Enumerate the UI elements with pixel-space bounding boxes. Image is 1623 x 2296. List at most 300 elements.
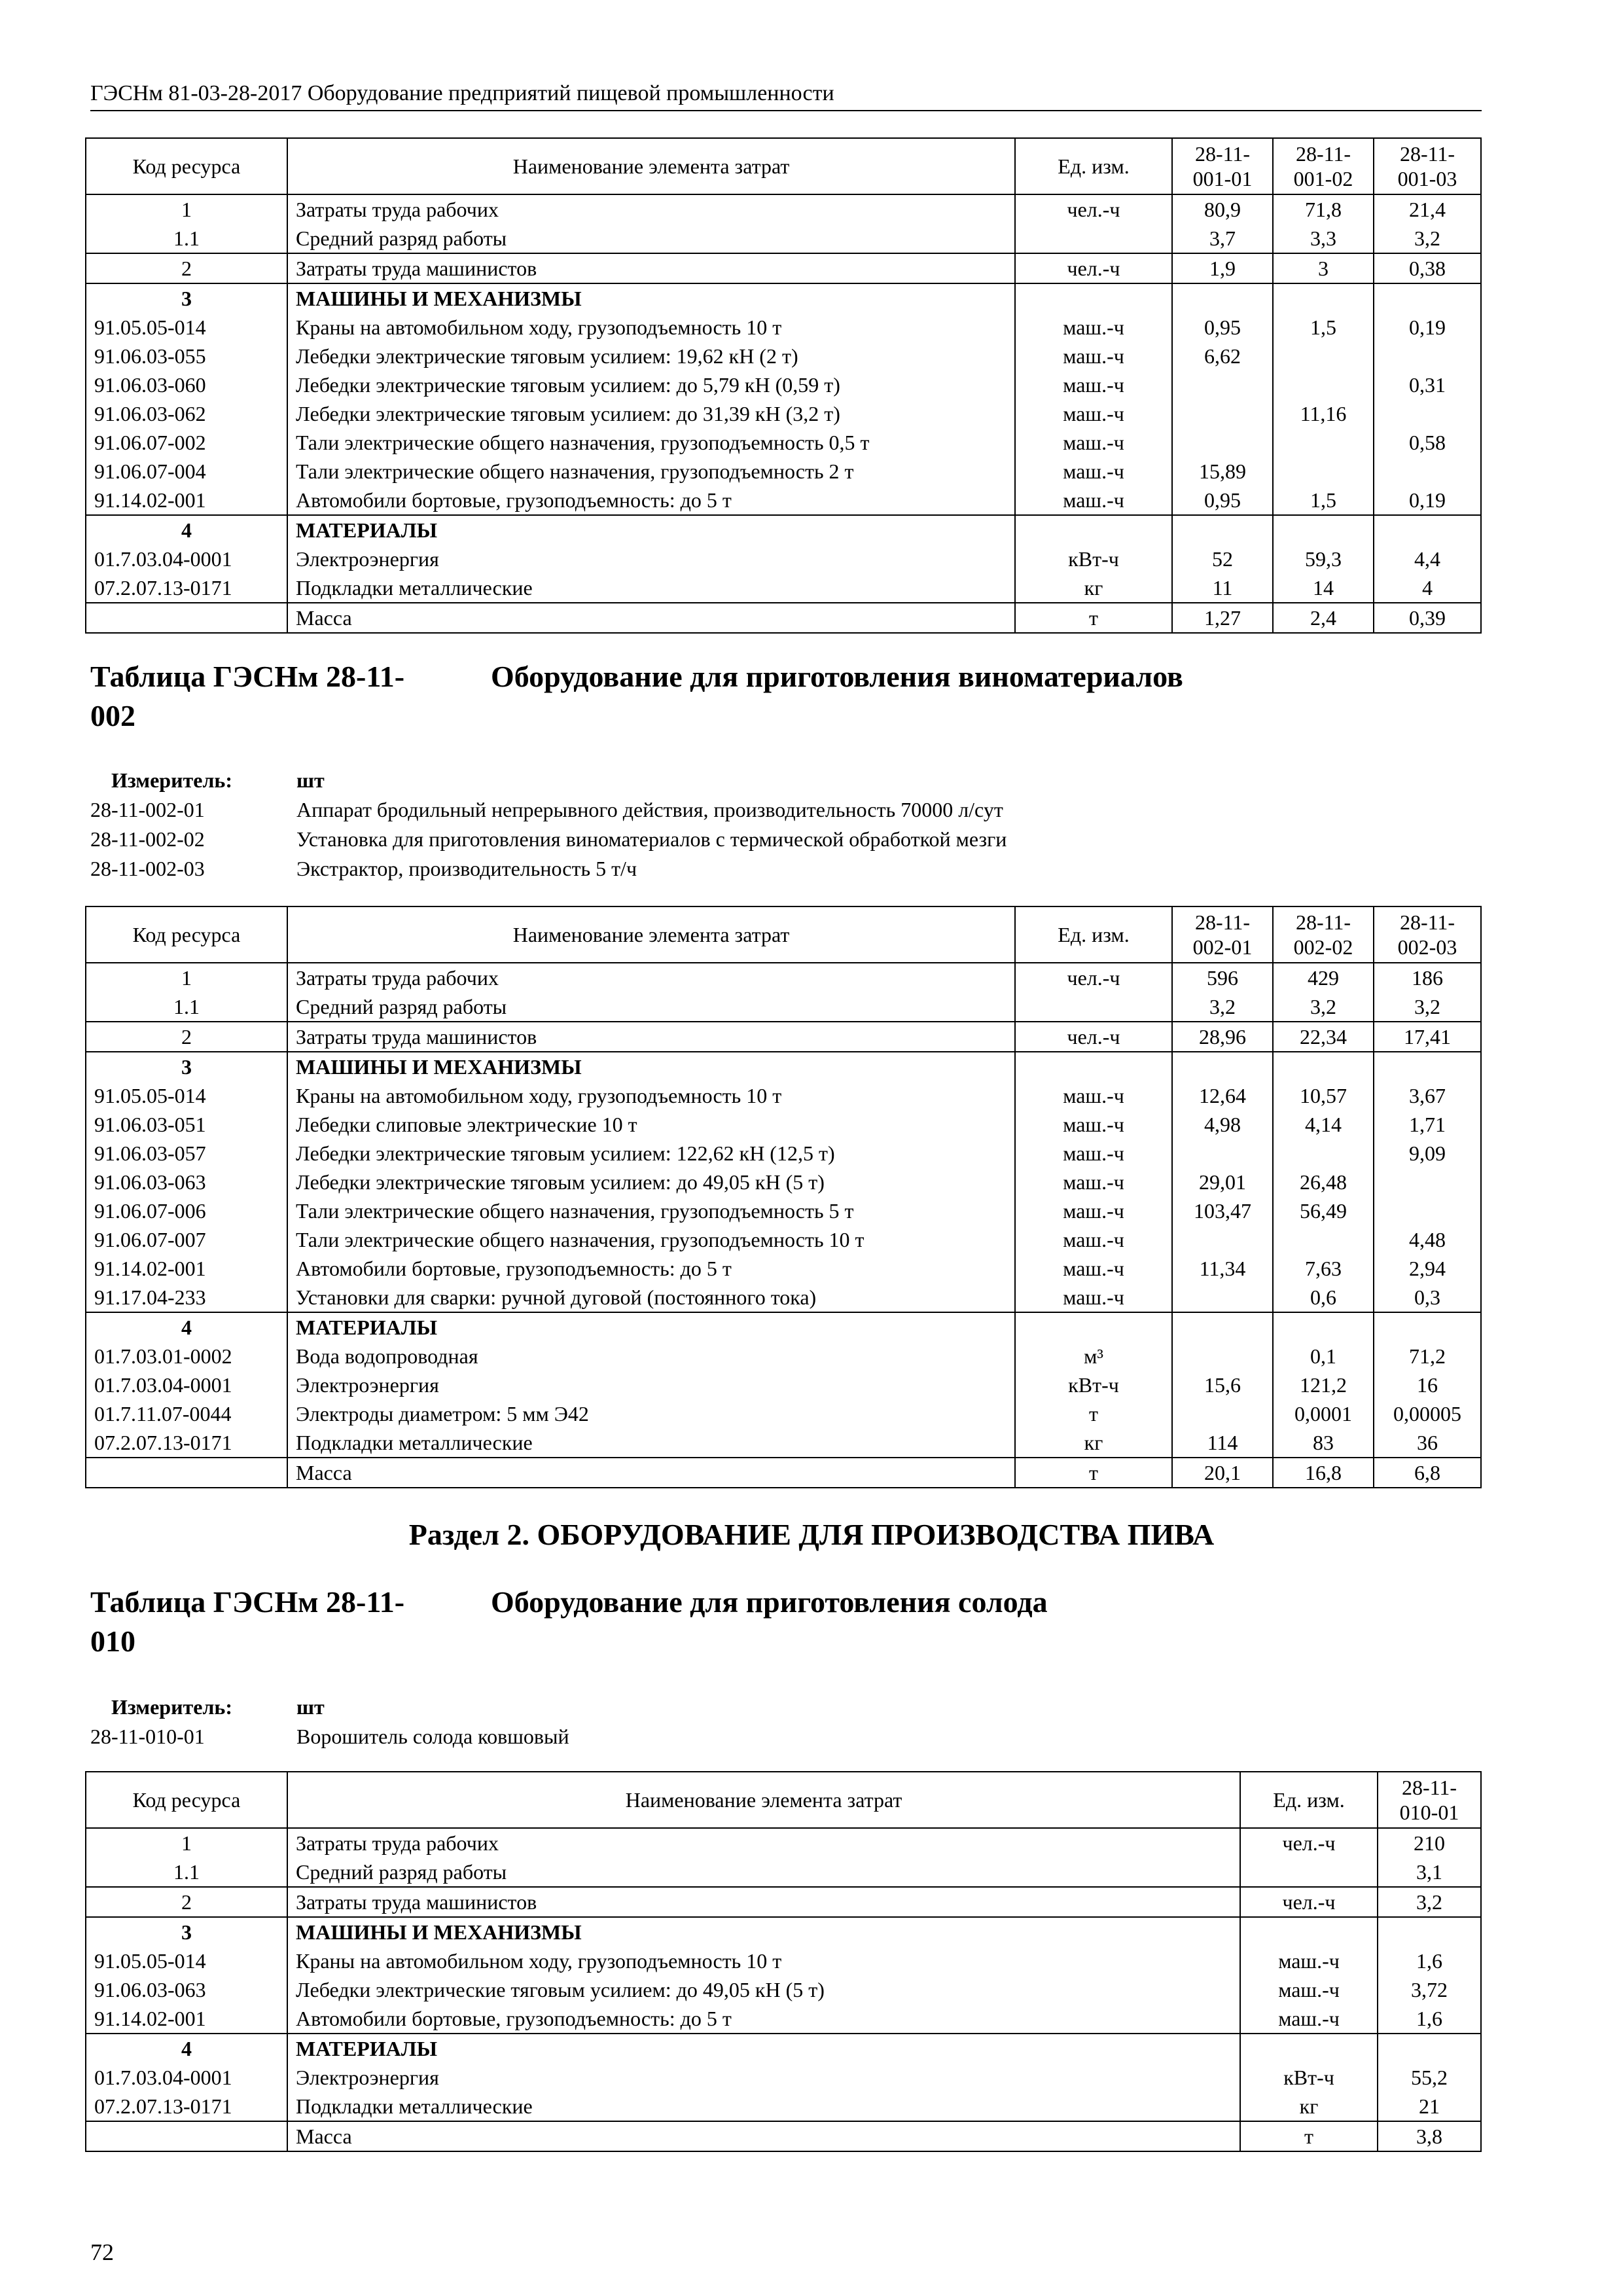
- value-cell: 1,9: [1172, 253, 1273, 283]
- cost-element-name: Средний разряд работы: [287, 224, 1015, 253]
- value-cell: 3: [1273, 253, 1374, 283]
- unit-cell: кг: [1240, 2092, 1378, 2121]
- value-cell: 186: [1374, 963, 1481, 992]
- page-header: ГЭСНм 81-03-28-2017 Оборудование предприятий пищевой промышленности: [90, 77, 1482, 111]
- table-row: [86, 2092, 1481, 2121]
- cost-element-name: Электроды диаметром: 5 мм Э42: [287, 1399, 1015, 1428]
- value-cell: 3,2: [1273, 992, 1374, 1022]
- unit-cell: кВт-ч: [1015, 1371, 1172, 1399]
- value-cell: 29,01: [1172, 1168, 1273, 1196]
- value-cell: 4,48: [1374, 1225, 1481, 1254]
- value-cell: 1,5: [1273, 486, 1374, 515]
- value-cell: 2,4: [1273, 603, 1374, 633]
- value-cell: 71,2: [1374, 1342, 1481, 1371]
- resource-code: 91.06.07-002: [86, 428, 287, 457]
- table-row: [86, 1887, 1481, 1917]
- value-cell: [1273, 1052, 1374, 1081]
- value-cell: [1374, 342, 1481, 370]
- unit-cell: маш.-ч: [1015, 428, 1172, 457]
- value-cell: [1172, 1312, 1273, 1342]
- unit-cell: маш.-ч: [1015, 313, 1172, 342]
- unit-cell: чел.-ч: [1015, 253, 1172, 283]
- resource-code: 2: [86, 1022, 287, 1052]
- cost-element-name: МАШИНЫ И МЕХАНИЗМЫ: [287, 1917, 1240, 1946]
- resource-code: 1.1: [86, 992, 287, 1022]
- cost-element-name: Лебедки электрические тяговым усилием: до 49,05 кН (5 т): [287, 1975, 1240, 2004]
- table-row: [86, 992, 1481, 1022]
- resource-code: 91.06.03-060: [86, 370, 287, 399]
- cost-element-name: Затраты труда машинистов: [287, 1887, 1240, 1917]
- value-cell: 103,47: [1172, 1196, 1273, 1225]
- table-row: [86, 573, 1481, 603]
- unit-cell: маш.-ч: [1015, 1196, 1172, 1225]
- resource-code: 01.7.03.04-0001: [86, 1371, 287, 1399]
- value-cell: [1172, 1283, 1273, 1312]
- table-row: [86, 253, 1481, 283]
- value-cell: [1378, 2034, 1481, 2063]
- table-row: [86, 313, 1481, 342]
- resource-code: 2: [86, 1887, 287, 1917]
- resource-code: 07.2.07.13-0171: [86, 2092, 287, 2121]
- resource-code: [86, 1458, 287, 1488]
- value-cell: 0,1: [1273, 1342, 1374, 1371]
- cost-element-name: Тали электрические общего назначения, грузоподъемность 10 т: [287, 1225, 1015, 1254]
- table-row: [86, 963, 1481, 992]
- cost-element-name: Затраты труда машинистов: [287, 253, 1015, 283]
- value-cell: 121,2: [1273, 1371, 1374, 1399]
- unit-cell: маш.-ч: [1015, 399, 1172, 428]
- value-cell: 4: [1374, 573, 1481, 603]
- table-row: [86, 545, 1481, 573]
- value-cell: 114: [1172, 1428, 1273, 1458]
- table-row: [86, 1283, 1481, 1312]
- cost-element-name: Тали электрические общего назначения, грузоподъемность 5 т: [287, 1196, 1015, 1225]
- value-cell: [1172, 1399, 1273, 1428]
- cost-element-name: Затраты труда рабочих: [287, 963, 1015, 992]
- cost-element-name: МАШИНЫ И МЕХАНИЗМЫ: [287, 1052, 1015, 1081]
- value-cell: 3,8: [1378, 2121, 1481, 2151]
- unit-cell: т: [1015, 1458, 1172, 1488]
- table-row: [86, 283, 1481, 313]
- col-header-28-11-001-02: 28-11- 001-02: [1273, 138, 1374, 194]
- unit-cell: маш.-ч: [1015, 1168, 1172, 1196]
- cost-element-name: МАШИНЫ И МЕХАНИЗМЫ: [287, 283, 1015, 313]
- cost-element-name: Автомобили бортовые, грузоподъемность: до 5 т: [287, 486, 1015, 515]
- value-cell: 10,57: [1273, 1081, 1374, 1110]
- unit-cell: маш.-ч: [1015, 1254, 1172, 1283]
- cost-element-name: Тали электрические общего назначения, грузоподъемность 2 т: [287, 457, 1015, 486]
- unit-cell: т: [1015, 1399, 1172, 1428]
- resource-code: 2: [86, 253, 287, 283]
- item-code: 28-11-002-02: [90, 827, 205, 851]
- unit-cell: кг: [1015, 1428, 1172, 1458]
- value-cell: 0,95: [1172, 486, 1273, 515]
- unit-cell: маш.-ч: [1015, 370, 1172, 399]
- resource-code: 91.06.03-057: [86, 1139, 287, 1168]
- value-cell: 21,4: [1374, 194, 1481, 224]
- cost-element-name: Затраты труда рабочих: [287, 194, 1015, 224]
- col-header-unit: Ед. изм.: [1015, 138, 1172, 194]
- resource-code: 91.06.03-063: [86, 1168, 287, 1196]
- value-cell: [1172, 283, 1273, 313]
- cost-element-name: Подкладки металлические: [287, 1428, 1015, 1458]
- unit-cell: маш.-ч: [1240, 1975, 1378, 2004]
- value-cell: 59,3: [1273, 545, 1374, 573]
- table-28-11-002: [85, 906, 1482, 1488]
- resource-code: 91.14.02-001: [86, 486, 287, 515]
- table-row: [86, 370, 1481, 399]
- table-row: [86, 2034, 1481, 2063]
- unit-cell: маш.-ч: [1015, 457, 1172, 486]
- value-cell: [1374, 399, 1481, 428]
- item-text: Экстрактор, производительность 5 т/ч: [296, 857, 637, 880]
- item-text: Аппарат бродильный непрерывного действия, производительность 70000 л/сут: [296, 798, 1003, 821]
- cost-element-name: Затраты труда машинистов: [287, 1022, 1015, 1052]
- table-row: [86, 1225, 1481, 1254]
- col-header-unit: Ед. изм.: [1240, 1772, 1378, 1828]
- value-cell: [1172, 1139, 1273, 1168]
- value-cell: 7,63: [1273, 1254, 1374, 1283]
- unit-cell: маш.-ч: [1015, 342, 1172, 370]
- cost-element-name: Автомобили бортовые, грузоподъемность: до 5 т: [287, 2004, 1240, 2034]
- col-header-28-11-002-03: 28-11- 002-03: [1374, 906, 1481, 963]
- table-title-name: Оборудование для приготовления виноматериалов: [491, 660, 1183, 693]
- value-cell: [1273, 342, 1374, 370]
- value-cell: 3,2: [1172, 992, 1273, 1022]
- value-cell: [1378, 1917, 1481, 1946]
- meter-label: Измеритель:: [111, 1695, 232, 1719]
- cost-element-name: Лебедки электрические тяговым усилием: до 5,79 кН (0,59 т): [287, 370, 1015, 399]
- resource-code: 3: [86, 283, 287, 313]
- value-cell: 26,48: [1273, 1168, 1374, 1196]
- table-row: [86, 1196, 1481, 1225]
- table-row: [86, 1081, 1481, 1110]
- value-cell: [1273, 1225, 1374, 1254]
- unit-cell: [1015, 1052, 1172, 1081]
- resource-code: 01.7.03.04-0001: [86, 545, 287, 573]
- cost-element-name: Тали электрические общего назначения, грузоподъемность 0,5 т: [287, 428, 1015, 457]
- value-cell: [1172, 428, 1273, 457]
- table-title-line1: Таблица ГЭСНм 28-11-: [90, 660, 405, 693]
- value-cell: 2,94: [1374, 1254, 1481, 1283]
- table-row: [86, 1857, 1481, 1887]
- value-cell: 20,1: [1172, 1458, 1273, 1488]
- table-28-11-001: [85, 137, 1482, 634]
- value-cell: 71,8: [1273, 194, 1374, 224]
- cost-element-name: Подкладки металлические: [287, 2092, 1240, 2121]
- value-cell: [1172, 370, 1273, 399]
- table-row: [86, 342, 1481, 370]
- cost-element-name: Вода водопроводная: [287, 1342, 1015, 1371]
- meter-block-28-11-002: [90, 766, 1399, 884]
- value-cell: 11,34: [1172, 1254, 1273, 1283]
- value-cell: 0,19: [1374, 313, 1481, 342]
- resource-code: 91.17.04-233: [86, 1283, 287, 1312]
- cost-element-name: Лебедки слиповые электрические 10 т: [287, 1110, 1015, 1139]
- resource-code: 91.06.07-007: [86, 1225, 287, 1254]
- value-cell: 0,95: [1172, 313, 1273, 342]
- cost-element-name: Подкладки металлические: [287, 573, 1015, 603]
- value-cell: 4,98: [1172, 1110, 1273, 1139]
- table-row: [86, 428, 1481, 457]
- unit-cell: [1015, 992, 1172, 1022]
- resource-code: 91.06.07-004: [86, 457, 287, 486]
- resource-code: 01.7.11.07-0044: [86, 1399, 287, 1428]
- resource-code: 01.7.03.04-0001: [86, 2063, 287, 2092]
- section-title: Раздел 2. ОБОРУДОВАНИЕ ДЛЯ ПРОИЗВОДСТВА ПИВА: [408, 1518, 1215, 1551]
- resource-code: 1.1: [86, 224, 287, 253]
- unit-cell: кг: [1015, 573, 1172, 603]
- col-header-28-11-001-03: 28-11- 001-03: [1374, 138, 1481, 194]
- value-cell: [1172, 1052, 1273, 1081]
- table-title-line2: 002: [90, 699, 135, 732]
- col-header-code: Код ресурса: [86, 1772, 287, 1828]
- value-cell: 56,49: [1273, 1196, 1374, 1225]
- value-cell: 6,62: [1172, 342, 1273, 370]
- resource-code: 3: [86, 1052, 287, 1081]
- resource-code: 91.05.05-014: [86, 1081, 287, 1110]
- value-cell: 11: [1172, 573, 1273, 603]
- value-cell: 3,1: [1378, 1857, 1481, 1887]
- table-28-11-010: [85, 1771, 1482, 2152]
- table-row: [86, 603, 1481, 633]
- value-cell: [1374, 283, 1481, 313]
- resource-code: 07.2.07.13-0171: [86, 1428, 287, 1458]
- value-cell: 1,6: [1378, 2004, 1481, 2034]
- value-cell: 4,14: [1273, 1110, 1374, 1139]
- resource-code: 4: [86, 1312, 287, 1342]
- item-text: Установка для приготовления виноматериалов с термической обработкой мезги: [296, 827, 1007, 851]
- value-cell: 6,8: [1374, 1458, 1481, 1488]
- value-cell: [1273, 457, 1374, 486]
- meter-unit: шт: [296, 768, 325, 792]
- value-cell: 21: [1378, 2092, 1481, 2121]
- table-row: [86, 1342, 1481, 1371]
- cost-element-name: Средний разряд работы: [287, 992, 1015, 1022]
- resource-code: 3: [86, 1917, 287, 1946]
- resource-code: 91.05.05-014: [86, 313, 287, 342]
- unit-cell: маш.-ч: [1015, 1225, 1172, 1254]
- unit-cell: маш.-ч: [1015, 486, 1172, 515]
- unit-cell: маш.-ч: [1015, 1139, 1172, 1168]
- unit-cell: [1015, 1312, 1172, 1342]
- value-cell: 36: [1374, 1428, 1481, 1458]
- value-cell: 0,58: [1374, 428, 1481, 457]
- col-header-28-11-010-01: 28-11- 010-01: [1378, 1772, 1481, 1828]
- value-cell: 12,64: [1172, 1081, 1273, 1110]
- table-row: [86, 1110, 1481, 1139]
- value-cell: [1273, 1312, 1374, 1342]
- cost-element-name: Установки для сварки: ручной дуговой (постоянного тока): [287, 1283, 1015, 1312]
- col-header-code: Код ресурса: [86, 906, 287, 963]
- value-cell: [1374, 1196, 1481, 1225]
- value-cell: 16,8: [1273, 1458, 1374, 1488]
- value-cell: 16: [1374, 1371, 1481, 1399]
- item-text: Ворошитель солода ковшовый: [296, 1725, 569, 1748]
- item-code: 28-11-002-03: [90, 857, 205, 880]
- col-header-code: Код ресурса: [86, 138, 287, 194]
- unit-cell: м³: [1015, 1342, 1172, 1371]
- table-row: [86, 1946, 1481, 1975]
- value-cell: 52: [1172, 545, 1273, 573]
- cost-element-name: Лебедки электрические тяговым усилием: 122,62 кН (12,5 т): [287, 1139, 1015, 1168]
- value-cell: [1374, 515, 1481, 545]
- value-cell: 0,0001: [1273, 1399, 1374, 1428]
- value-cell: 0,00005: [1374, 1399, 1481, 1428]
- unit-cell: чел.-ч: [1240, 1887, 1378, 1917]
- value-cell: [1273, 283, 1374, 313]
- value-cell: [1273, 1139, 1374, 1168]
- table-row: [86, 1052, 1481, 1081]
- cost-element-name: Лебедки электрические тяговым усилием: до 31,39 кН (3,2 т): [287, 399, 1015, 428]
- item-code: 28-11-002-01: [90, 798, 205, 821]
- table-row: [86, 224, 1481, 253]
- item-code: 28-11-010-01: [90, 1725, 205, 1748]
- cost-element-name: Краны на автомобильном ходу, грузоподъемность 10 т: [287, 313, 1015, 342]
- table-row: [86, 1168, 1481, 1196]
- unit-cell: маш.-ч: [1015, 1081, 1172, 1110]
- unit-cell: маш.-ч: [1240, 2004, 1378, 2034]
- value-cell: 3,2: [1374, 224, 1481, 253]
- value-cell: 596: [1172, 963, 1273, 992]
- table-row: [86, 1139, 1481, 1168]
- table-title-name: Оборудование для приготовления солода: [491, 1585, 1048, 1619]
- resource-code: 91.06.03-051: [86, 1110, 287, 1139]
- value-cell: 429: [1273, 963, 1374, 992]
- table-row: [86, 1458, 1481, 1488]
- table-row: [86, 2063, 1481, 2092]
- value-cell: 4,4: [1374, 545, 1481, 573]
- col-header-name: Наименование элемента затрат: [287, 1772, 1240, 1828]
- unit-cell: [1240, 1917, 1378, 1946]
- table-row: [86, 1022, 1481, 1052]
- value-cell: 3,67: [1374, 1081, 1481, 1110]
- value-cell: [1374, 1312, 1481, 1342]
- unit-cell: [1240, 1857, 1378, 1887]
- value-cell: 14: [1273, 573, 1374, 603]
- cost-element-name: Автомобили бортовые, грузоподъемность: до 5 т: [287, 1254, 1015, 1283]
- resource-code: 91.14.02-001: [86, 1254, 287, 1283]
- value-cell: 3,2: [1374, 992, 1481, 1022]
- resource-code: 91.06.07-006: [86, 1196, 287, 1225]
- value-cell: 1,5: [1273, 313, 1374, 342]
- resource-code: 91.05.05-014: [86, 1946, 287, 1975]
- cost-element-name: МАТЕРИАЛЫ: [287, 2034, 1240, 2063]
- unit-cell: [1240, 2034, 1378, 2063]
- resource-code: 91.06.03-055: [86, 342, 287, 370]
- value-cell: 83: [1273, 1428, 1374, 1458]
- value-cell: 15,6: [1172, 1371, 1273, 1399]
- value-cell: 3,2: [1378, 1887, 1481, 1917]
- resource-code: 91.06.03-063: [86, 1975, 287, 2004]
- value-cell: 28,96: [1172, 1022, 1273, 1052]
- value-cell: [1172, 1342, 1273, 1371]
- table-row: [86, 2004, 1481, 2034]
- unit-cell: кВт-ч: [1015, 545, 1172, 573]
- table-row: [86, 515, 1481, 545]
- unit-cell: [1015, 283, 1172, 313]
- value-cell: [1273, 370, 1374, 399]
- value-cell: 0,39: [1374, 603, 1481, 633]
- resource-code: 1: [86, 194, 287, 224]
- resource-code: 1: [86, 963, 287, 992]
- unit-cell: маш.-ч: [1015, 1110, 1172, 1139]
- table-row: [86, 1371, 1481, 1399]
- col-header-name: Наименование элемента затрат: [287, 138, 1015, 194]
- cost-element-name: Масса: [287, 1458, 1015, 1488]
- table-row: [86, 1312, 1481, 1342]
- resource-code: 01.7.03.01-0002: [86, 1342, 287, 1371]
- value-cell: 3,7: [1172, 224, 1273, 253]
- value-cell: [1172, 1225, 1273, 1254]
- unit-cell: маш.-ч: [1015, 1283, 1172, 1312]
- value-cell: 0,3: [1374, 1283, 1481, 1312]
- value-cell: 1,27: [1172, 603, 1273, 633]
- unit-cell: [1015, 515, 1172, 545]
- table-row: [86, 486, 1481, 515]
- cost-element-name: Краны на автомобильном ходу, грузоподъемность 10 т: [287, 1946, 1240, 1975]
- cost-element-name: Лебедки электрические тяговым усилием: до 49,05 кН (5 т): [287, 1168, 1015, 1196]
- resource-code: [86, 2121, 287, 2151]
- table-row: [86, 1975, 1481, 2004]
- unit-cell: кВт-ч: [1240, 2063, 1378, 2092]
- cost-element-name: Электроэнергия: [287, 2063, 1240, 2092]
- value-cell: [1172, 399, 1273, 428]
- table-row: [86, 194, 1481, 224]
- table-row: [86, 1428, 1481, 1458]
- cost-element-name: Лебедки электрические тяговым усилием: 19,62 кН (2 т): [287, 342, 1015, 370]
- table-row: [86, 1828, 1481, 1857]
- col-header-28-11-002-01: 28-11- 002-01: [1172, 906, 1273, 963]
- value-cell: [1273, 515, 1374, 545]
- table-row: [86, 1917, 1481, 1946]
- resource-code: 91.06.03-062: [86, 399, 287, 428]
- value-cell: 11,16: [1273, 399, 1374, 428]
- table-row: [86, 1254, 1481, 1283]
- table-row: [86, 457, 1481, 486]
- cost-element-name: Электроэнергия: [287, 545, 1015, 573]
- value-cell: 9,09: [1374, 1139, 1481, 1168]
- resource-code: [86, 603, 287, 633]
- value-cell: 0,6: [1273, 1283, 1374, 1312]
- col-header-unit: Ед. изм.: [1015, 906, 1172, 963]
- value-cell: [1374, 1052, 1481, 1081]
- resource-code: 91.14.02-001: [86, 2004, 287, 2034]
- unit-cell: чел.-ч: [1015, 1022, 1172, 1052]
- value-cell: 15,89: [1172, 457, 1273, 486]
- value-cell: 22,34: [1273, 1022, 1374, 1052]
- cost-element-name: Электроэнергия: [287, 1371, 1015, 1399]
- value-cell: 1,71: [1374, 1110, 1481, 1139]
- table-title-line1: Таблица ГЭСНм 28-11-: [90, 1585, 405, 1619]
- table-row: [86, 399, 1481, 428]
- resource-code: 1: [86, 1828, 287, 1857]
- unit-cell: чел.-ч: [1015, 194, 1172, 224]
- unit-cell: [1015, 224, 1172, 253]
- value-cell: 0,31: [1374, 370, 1481, 399]
- resource-code: 4: [86, 2034, 287, 2063]
- cost-element-name: МАТЕРИАЛЫ: [287, 515, 1015, 545]
- value-cell: 0,19: [1374, 486, 1481, 515]
- cost-element-name: Затраты труда рабочих: [287, 1828, 1240, 1857]
- cost-element-name: Масса: [287, 2121, 1240, 2151]
- unit-cell: т: [1240, 2121, 1378, 2151]
- meter-label: Измеритель:: [111, 768, 232, 792]
- resource-code: 1.1: [86, 1857, 287, 1887]
- page-number: 72: [90, 2239, 114, 2265]
- col-header-name: Наименование элемента затрат: [287, 906, 1015, 963]
- value-cell: 3,3: [1273, 224, 1374, 253]
